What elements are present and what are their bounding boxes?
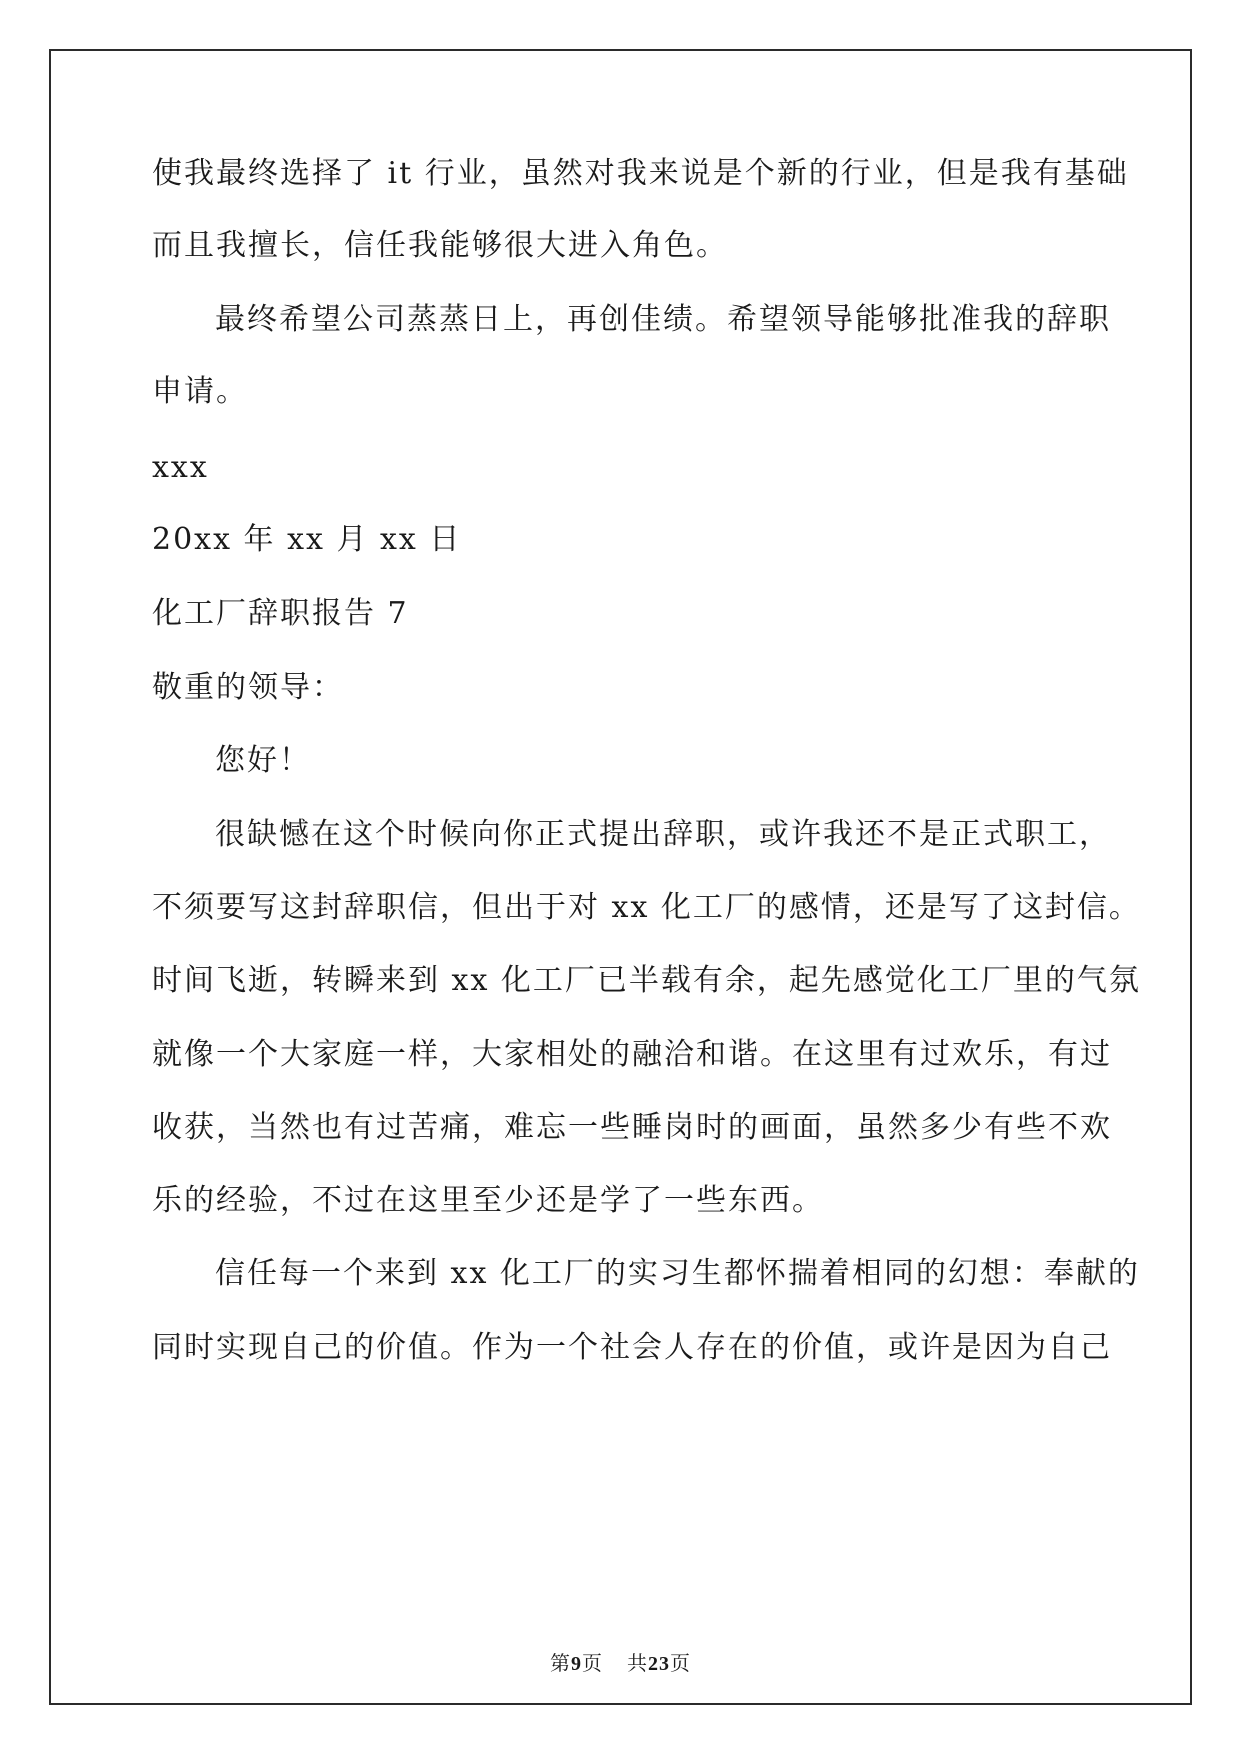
- signature-name: xxx: [152, 450, 209, 485]
- page-prefix: 第: [550, 1653, 571, 1675]
- page-suffix: 页: [582, 1653, 603, 1675]
- total-prefix: 共: [627, 1653, 648, 1675]
- total-suffix: 页: [670, 1653, 691, 1675]
- section-title: 化工厂辞职报告 7: [152, 596, 409, 631]
- body-line: 时间飞逝，转瞬来到 xx 化工厂已半载有余，起先感觉化工厂里的气氛: [152, 963, 1141, 998]
- body-line: 不须要写这封辞职信，但出于对 xx 化工厂的感情，还是写了这封信。: [152, 890, 1141, 925]
- page-frame: [49, 49, 1192, 1705]
- body-line: 申请。: [152, 374, 248, 409]
- page-footer: [51, 1652, 1190, 1676]
- total-pages: 23: [648, 1653, 670, 1675]
- body-line: 收获，当然也有过苦痛，难忘一些睡岗时的画面，虽然多少有些不欢: [152, 1110, 1112, 1145]
- page-number: 9: [571, 1653, 582, 1675]
- body-line: 就像一个大家庭一样，大家相处的融洽和谐。在这里有过欢乐，有过: [152, 1037, 1112, 1072]
- signature-date: 20xx 年 xx 月 xx 日: [152, 522, 462, 557]
- paragraph-line: 很缺憾在这个时候向你正式提出辞职，或许我还不是正式职工，: [215, 817, 1111, 852]
- body-line: 同时实现自己的价值。作为一个社会人存在的价值，或许是因为自己: [152, 1330, 1112, 1365]
- salutation: 敬重的领导：: [152, 670, 344, 705]
- body-line: 而且我擅长，信任我能够很大进入角色。: [152, 228, 728, 263]
- body-line: 使我最终选择了 it 行业，虽然对我来说是个新的行业，但是我有基础: [152, 156, 1129, 191]
- paragraph-line: 最终希望公司蒸蒸日上，再创佳绩。希望领导能够批准我的辞职: [215, 302, 1111, 337]
- paragraph-line: 信任每一个来到 xx 化工厂的实习生都怀揣着相同的幻想：奉献的: [215, 1256, 1140, 1291]
- body-line: 乐的经验，不过在这里至少还是学了一些东西。: [152, 1183, 824, 1218]
- document-body: [152, 51, 1141, 1551]
- greeting: 您好！: [215, 743, 311, 778]
